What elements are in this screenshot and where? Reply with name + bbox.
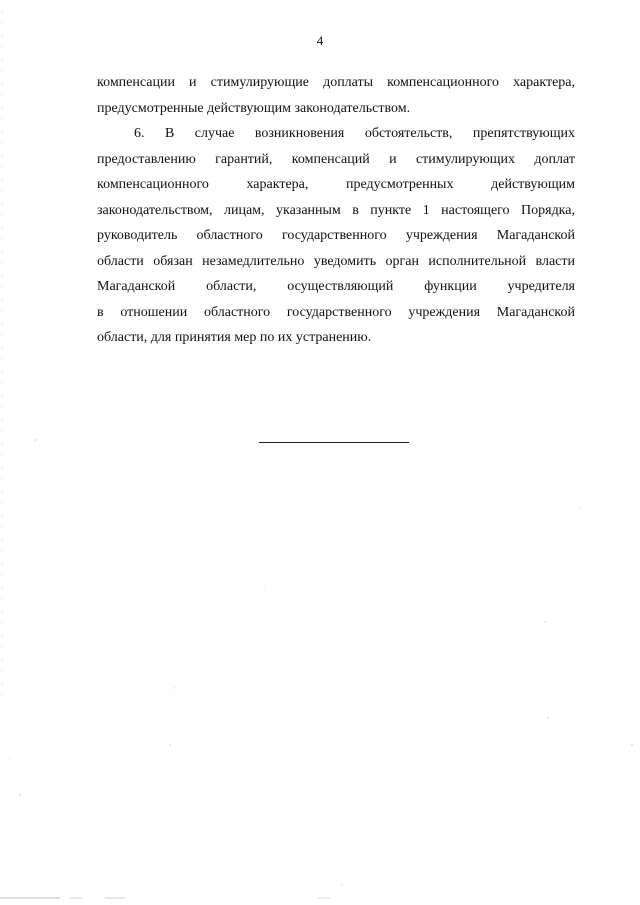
text-line: области, для принятия мер по их устранению. — [97, 330, 372, 345]
text-line: законодательством, лицам, указанным в пункте 1 настоящего Порядка, — [97, 202, 575, 218]
text-line: предоставлению гарантий, компенсаций и стимулирующих доплат — [97, 151, 575, 167]
text-line: Магаданской области, осуществляющий функции учредителя — [97, 279, 575, 294]
text-line: 6. В случае возникновения обстоятельств, препятствующих — [134, 126, 575, 141]
text-line: предусмотренные действующим законодательством. — [97, 100, 411, 116]
text-line: компенсационного характера, предусмотренных действующим — [97, 177, 575, 192]
text-line: области обязан незамедлительно уведомить орган исполнительной власти — [97, 253, 575, 269]
page-number: 4 — [316, 33, 324, 48]
text-line: в отношении областного государственного учреждения Магаданской — [97, 304, 575, 320]
text-line: компенсации и стимулирующие доплаты компенсационного характера, — [97, 75, 575, 90]
text-line: руководитель областного государственного учреждения Магаданской — [97, 228, 575, 243]
